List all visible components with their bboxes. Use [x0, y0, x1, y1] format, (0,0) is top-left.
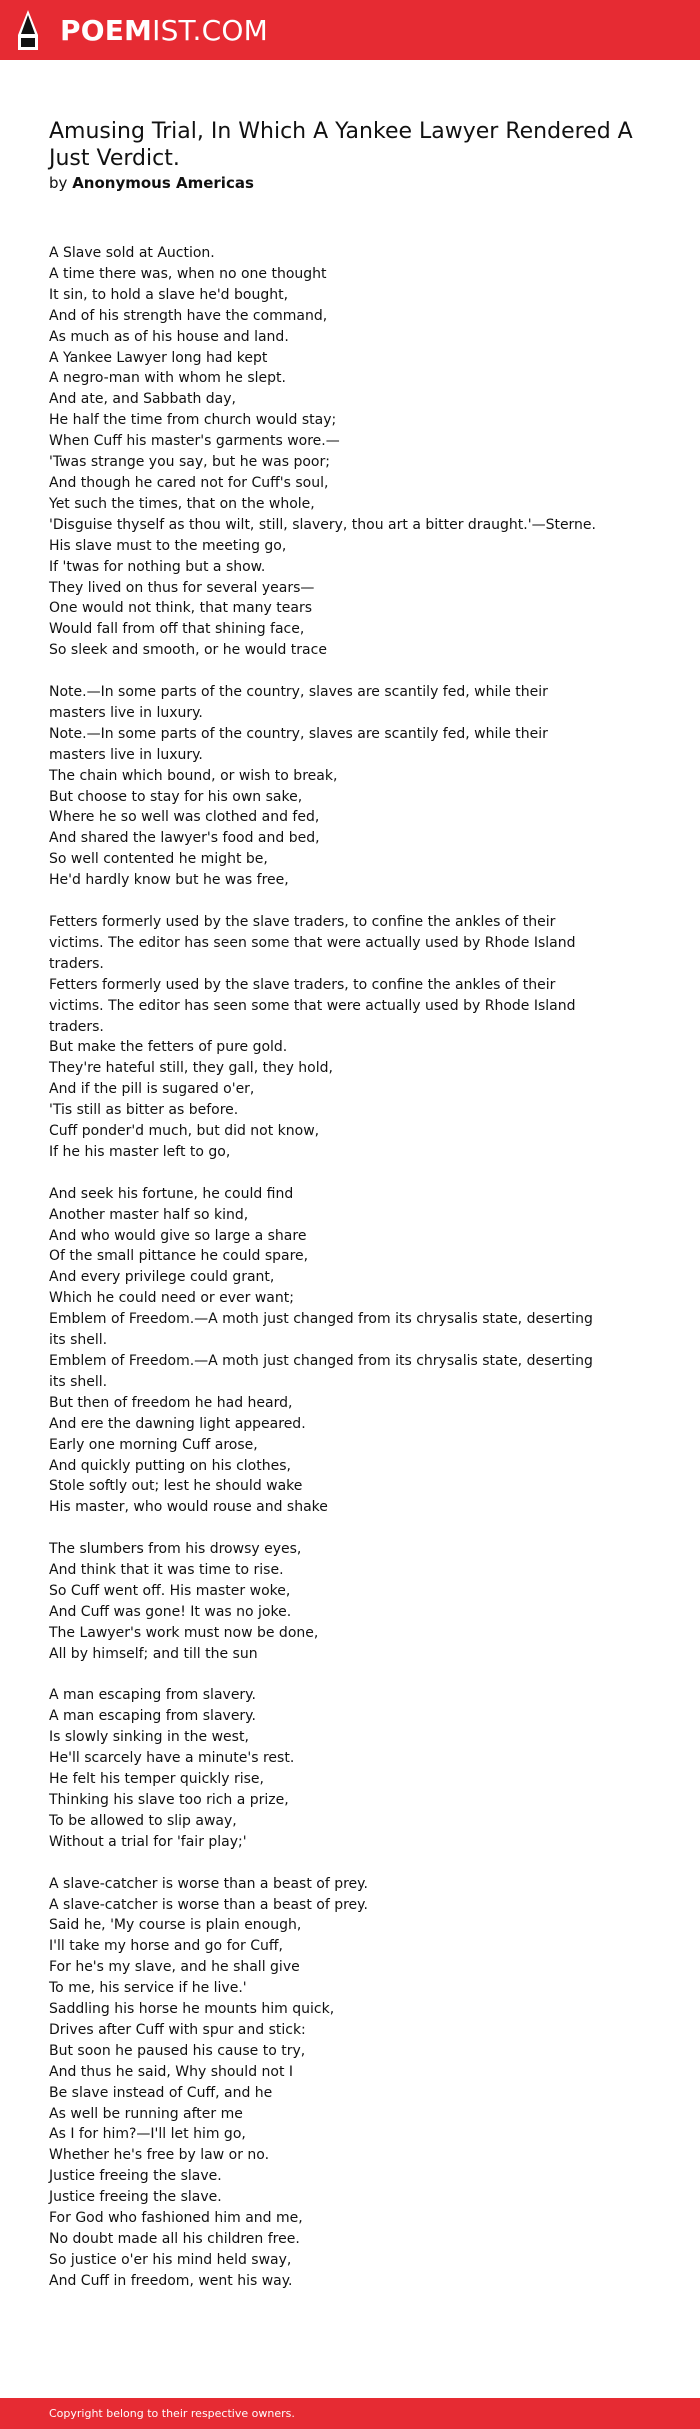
poem-line: Note.—In some parts of the country, slaves are scantily fed, while their masters live in luxury.: [49, 684, 548, 721]
logo-light: IST.COM: [152, 14, 268, 47]
logo-bold: POEM: [60, 14, 153, 47]
poem-line: To me, his service if he live.': [49, 1980, 247, 1997]
poem-line: It sin, to hold a slave he'd bought,: [49, 286, 289, 303]
poem-line: A negro-man with whom he slept.: [49, 370, 286, 387]
poem-line: To be allowed to slip away,: [49, 1812, 237, 1829]
poem-line: 'Twas strange you say, but he was poor;: [49, 454, 330, 471]
poem-line: As well be running after me: [49, 2105, 243, 2122]
site-logo[interactable]: [60, 14, 268, 48]
poem-line: And seek his fortune, he could find: [49, 1185, 294, 1202]
poem-line: Saddling his horse he mounts him quick,: [49, 2001, 335, 2018]
poem-line: Emblem of Freedom.—A moth just changed from its chrysalis state, deserting its shell.: [49, 1311, 593, 1349]
poem-line: The Lawyer's work must now be done,: [49, 1624, 319, 1641]
poem-body: [49, 243, 609, 2292]
poem-line: Drives after Cuff with spur and stick:: [49, 2021, 306, 2038]
poem-line: He'd hardly know but he was free,: [49, 872, 289, 889]
stanza-gap: [49, 1163, 609, 1184]
poem-line: The chain which bound, or wish to break,: [49, 767, 338, 784]
poem-line: And if the pill is sugared o'er,: [49, 1081, 255, 1098]
poem-line: His slave must to the meeting go,: [49, 537, 287, 554]
poem-line: Of the small pittance he could spare,: [49, 1248, 309, 1265]
poem-line: No doubt made all his children free.: [49, 2231, 300, 2247]
poem-line: If he his master left to go,: [49, 1143, 231, 1160]
poem-line: Thinking his slave too rich a prize,: [49, 1791, 289, 1808]
stanza-gap: [49, 1665, 609, 1686]
stanza-gap: [49, 661, 609, 682]
byline: [49, 173, 254, 193]
poem-line: And thus he said, Why should not I: [49, 2063, 294, 2080]
poem-line: Fetters formerly used by the slave traders, to confine the ankles of their victims. The editor has seen some that were actually used by Rhode Island traders.: [49, 976, 576, 1035]
poem-line: He felt his temper quickly rise,: [49, 1771, 264, 1788]
poem-line: And Cuff was gone! It was no joke.: [49, 1603, 292, 1620]
poem-line: A Slave sold at Auction.: [49, 245, 215, 261]
poem-line: But soon he paused his cause to try,: [49, 2042, 306, 2059]
poem-line: A man escaping from slavery.: [49, 1708, 256, 1725]
poem-line: And ate, and Sabbath day,: [49, 391, 236, 408]
poem-line: 'Disguise thyself as thou wilt, still, slavery, thou art a bitter draught.'—Sterne.: [49, 516, 596, 533]
pen-nib-icon[interactable]: [17, 9, 39, 51]
poem-line: 'Tis still as bitter as before.: [49, 1102, 239, 1119]
copyright-notice: Copyright belong to their respective owners.: [49, 2407, 295, 2420]
poem-line: He'll scarcely have a minute's rest.: [49, 1750, 295, 1767]
by-label: by: [49, 174, 68, 192]
poem-line: And shared the lawyer's food and bed,: [49, 830, 320, 847]
poem-line: Said he, 'My course is plain enough,: [49, 1917, 302, 1934]
poem-line: But choose to stay for his own sake,: [49, 788, 303, 805]
poem-line: Note.—In some parts of the country, slaves are scantily fed, while their masters live in luxury.: [49, 725, 548, 763]
poem-line: And think that it was time to rise.: [49, 1562, 284, 1579]
poem-line: As much as of his house and land.: [49, 328, 289, 345]
poem-line: As I for him?—I'll let him go,: [49, 2126, 246, 2143]
poem-line: Another master half so kind,: [49, 1206, 249, 1223]
poem-line: Fetters formerly used by the slave traders, to confine the ankles of their victims. The editor has seen some that were actually used by Rhode Island traders.: [49, 913, 576, 972]
poem-line: But then of freedom he had heard,: [49, 1394, 293, 1411]
poem-line: For God who fashioned him and me,: [49, 2210, 303, 2227]
poem-line: So Cuff went off. His master woke,: [49, 1582, 291, 1599]
poem-line: I'll take my horse and go for Cuff,: [49, 1938, 284, 1955]
poem-line: Justice freeing the slave.: [49, 2189, 222, 2206]
poem-line: He half the time from church would stay;: [49, 412, 337, 429]
stanza-gap: [49, 1518, 609, 1539]
poem-line: Would fall from off that shining face,: [49, 621, 305, 638]
poem-line: A Yankee Lawyer long had kept: [49, 349, 268, 366]
author-name[interactable]: Anonymous Americas: [72, 174, 254, 192]
poem-line: Whether he's free by law or no.: [49, 2147, 270, 2164]
poem-line: If 'twas for nothing but a show.: [49, 558, 266, 575]
poem-title: Amusing Trial, In Which A Yankee Lawyer Rendered A Just Verdict.: [49, 119, 633, 171]
poem-line: Stole softly out; lest he should wake: [49, 1478, 303, 1495]
poem-line: And every privilege could grant,: [49, 1269, 275, 1286]
poem-line: Be slave instead of Cuff, and he: [49, 2084, 273, 2101]
poem-line: And though he cared not for Cuff's soul,: [49, 474, 329, 491]
poem-line: And of his strength have the command,: [49, 307, 328, 324]
poem-line: They're hateful still, they gall, they hold,: [49, 1060, 333, 1077]
poem-line: So sleek and smooth, or he would trace: [49, 642, 327, 659]
footer-bar: [0, 2398, 700, 2429]
poem-line: And who would give so large a share: [49, 1227, 307, 1244]
poem-line: Yet such the times, that on the whole,: [49, 495, 315, 512]
poem-line: Emblem of Freedom.—A moth just changed from its chrysalis state, deserting its shell.: [49, 1352, 593, 1390]
poem-line: For he's my slave, and he shall give: [49, 1959, 300, 1976]
poem-line: All by himself; and till the sun: [49, 1645, 258, 1662]
poem-line: Cuff ponder'd much, but did not know,: [49, 1123, 320, 1140]
poem-line: A slave-catcher is worse than a beast of prey.: [49, 1875, 368, 1892]
stanza-gap: [49, 1853, 609, 1874]
poem-line: Early one morning Cuff arose,: [49, 1436, 258, 1453]
poem-line: And quickly putting on his clothes,: [49, 1457, 291, 1474]
poem-line: Is slowly sinking in the west,: [49, 1729, 249, 1746]
poem-line: A slave-catcher is worse than a beast of prey.: [49, 1896, 368, 1913]
poem-line: And Cuff in freedom, went his way.: [49, 2272, 293, 2289]
poem-line: The slumbers from his drowsy eyes,: [49, 1541, 302, 1558]
poem-line: A man escaping from slavery.: [49, 1687, 256, 1704]
poem-line: One would not think, that many tears: [49, 600, 313, 617]
stanza-gap: [49, 891, 609, 912]
poem-line: And ere the dawning light appeared.: [49, 1415, 306, 1432]
poem-line: Without a trial for 'fair play;': [49, 1833, 247, 1850]
poem-line: So well contented he might be,: [49, 851, 268, 868]
poem-line: They lived on thus for several years—: [49, 579, 315, 596]
poem-line: His master, who would rouse and shake: [49, 1499, 328, 1516]
poem-line: But make the fetters of pure gold.: [49, 1039, 288, 1056]
poem-line: Justice freeing the slave.: [49, 2168, 222, 2185]
poem-line: When Cuff his master's garments wore.—: [49, 433, 340, 450]
poem-line: Which he could need or ever want;: [49, 1290, 294, 1307]
header-bar: [0, 0, 700, 60]
poem-line: So justice o'er his mind held sway,: [49, 2251, 292, 2268]
poem-line: A time there was, when no one thought: [49, 265, 327, 282]
poem-line: Where he so well was clothed and fed,: [49, 809, 320, 826]
